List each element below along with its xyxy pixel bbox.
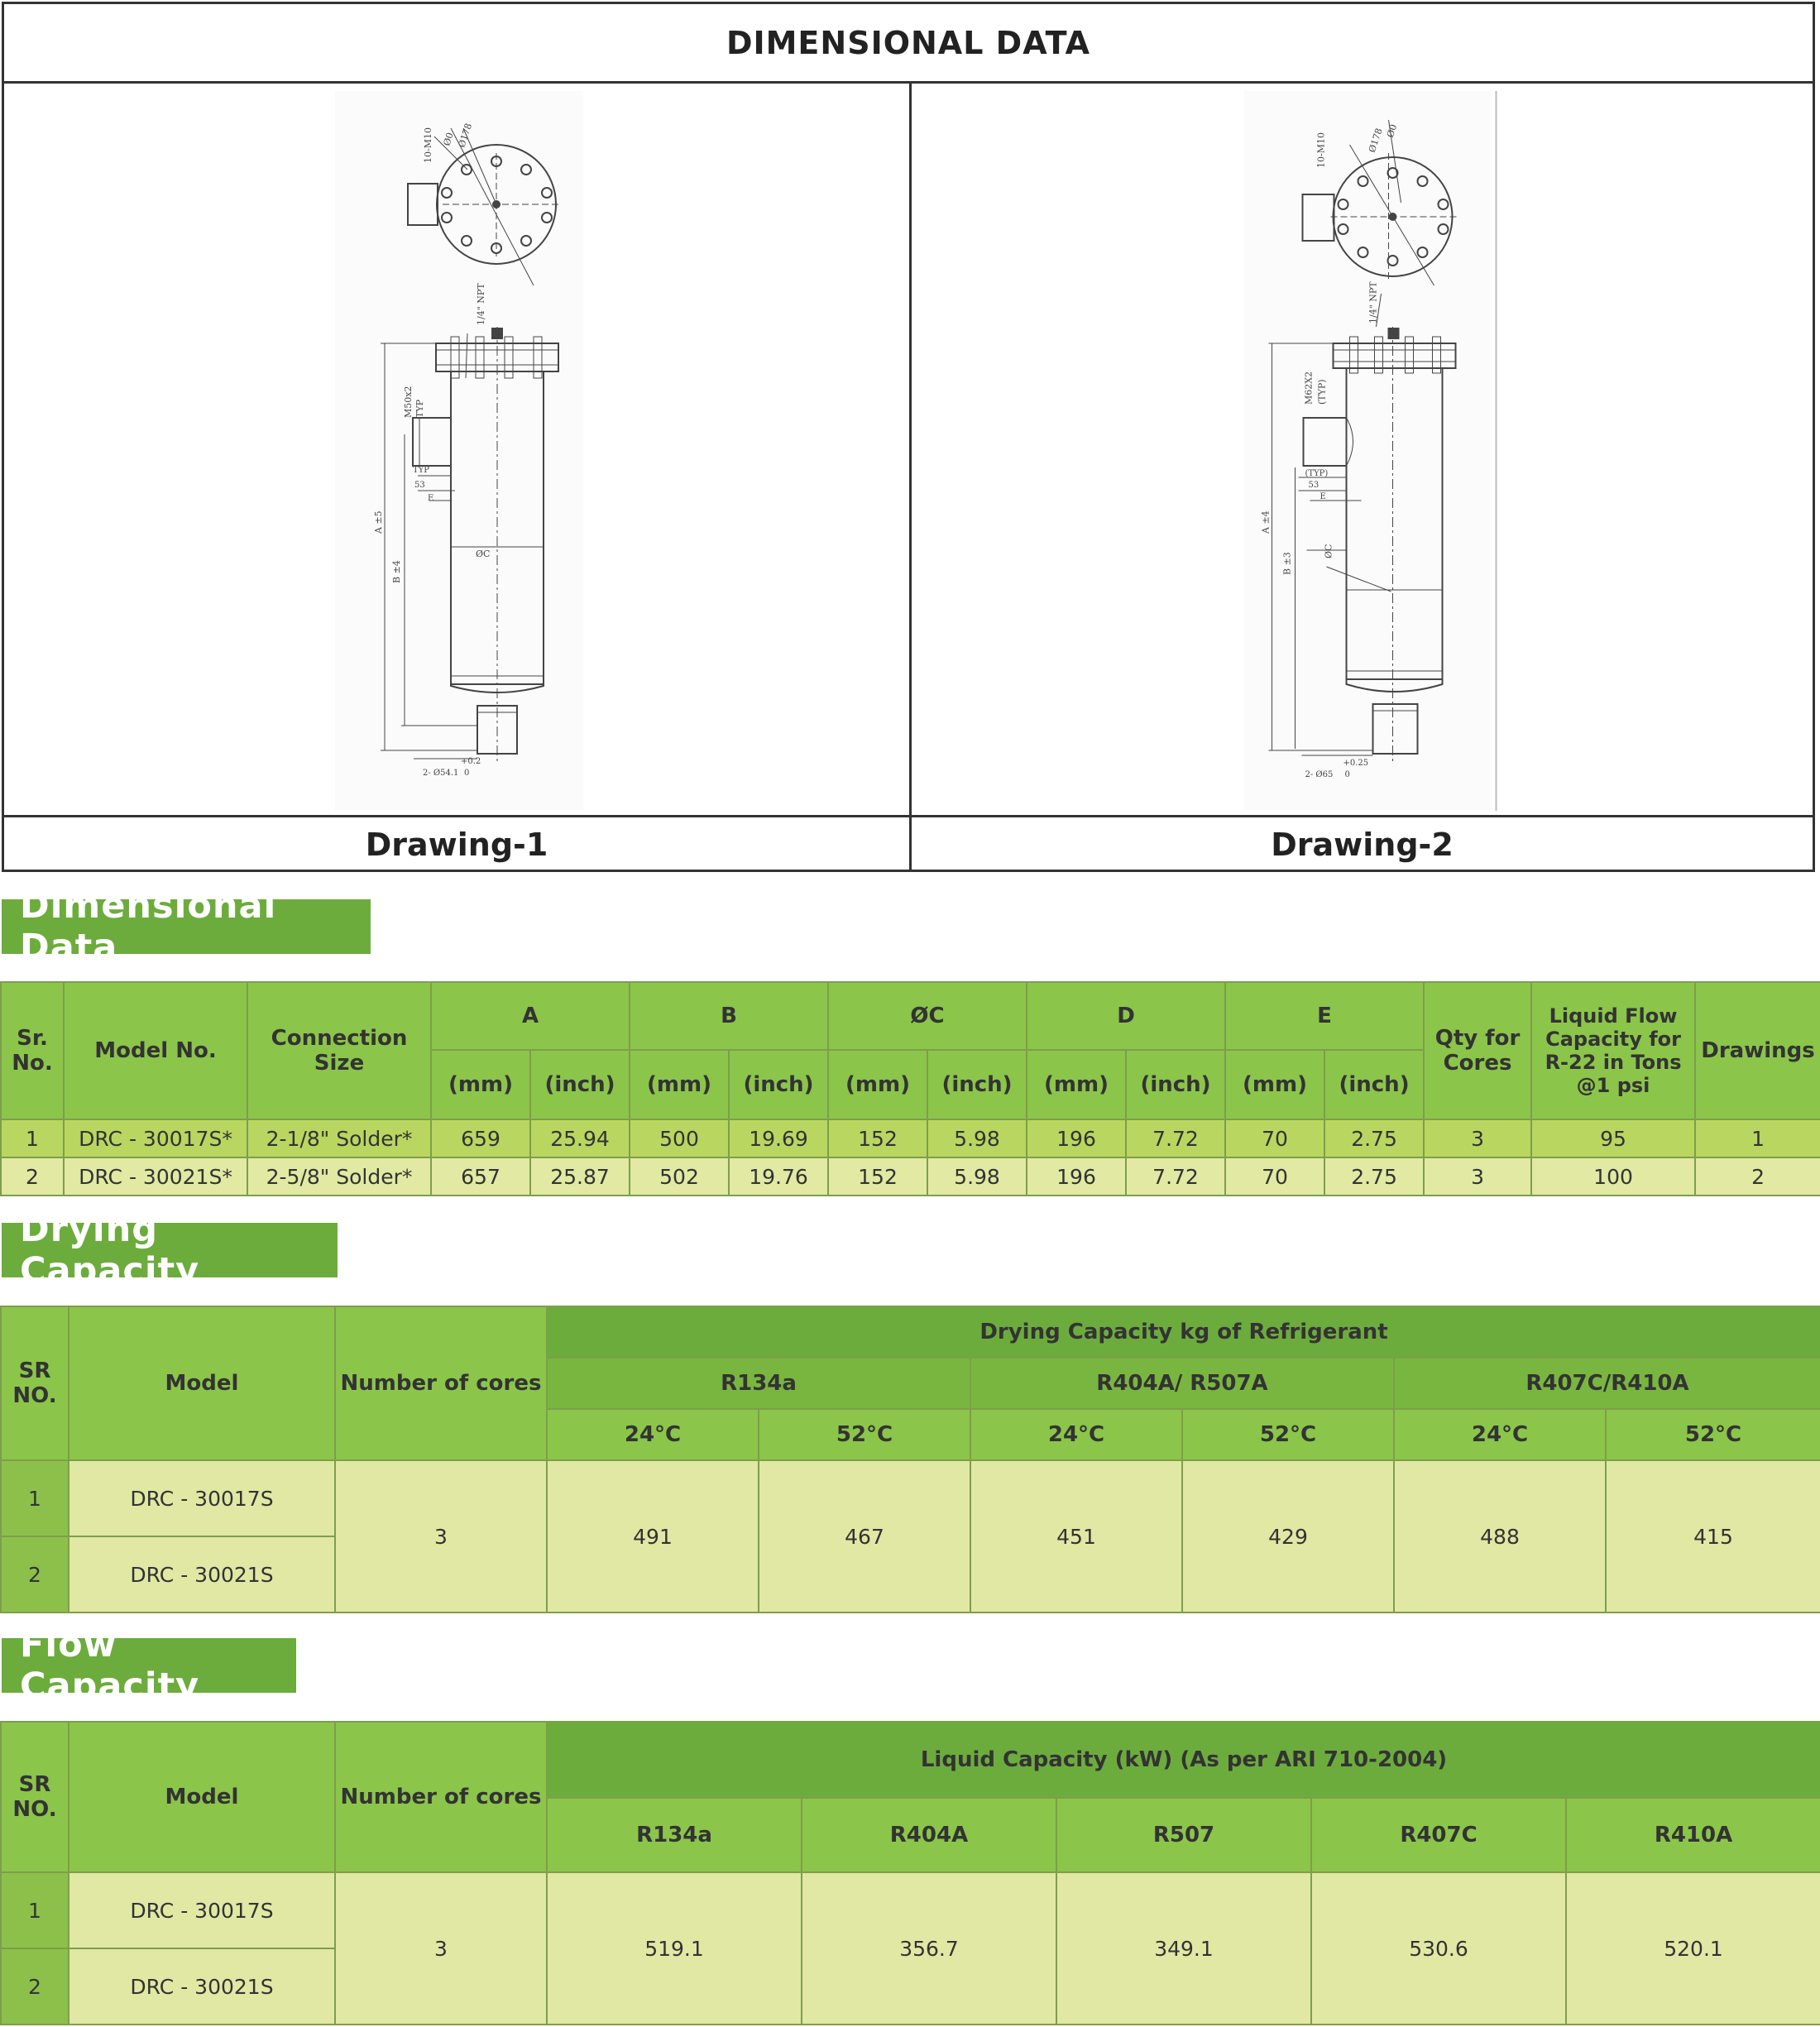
cell: 2 bbox=[1, 1157, 64, 1196]
cell: 2.75 bbox=[1324, 1157, 1424, 1196]
d1-label-tol0: 0 bbox=[464, 769, 470, 778]
drying-capacity-header: Drying Capacity bbox=[2, 1223, 338, 1277]
cell-model: DRC - 30017S bbox=[69, 1460, 335, 1536]
drawings-title: DIMENSIONAL DATA bbox=[4, 4, 1813, 84]
cell-model: DRC - 30017S bbox=[69, 1872, 335, 1948]
cell: 502 bbox=[630, 1157, 729, 1196]
cell: 70 bbox=[1225, 1157, 1324, 1196]
d2-label-b: B ±3 bbox=[1281, 552, 1293, 575]
th-a-mm: (mm) bbox=[431, 1050, 530, 1119]
th-e: E bbox=[1225, 982, 1424, 1050]
d1-label-a: A ±5 bbox=[373, 510, 384, 534]
d2-label-e: E bbox=[1320, 492, 1326, 501]
cell-model: DRC - 30021S bbox=[69, 1948, 335, 2025]
d1-label-e: E bbox=[428, 494, 434, 503]
th-temp: 52°C bbox=[759, 1409, 970, 1460]
cell: 2.75 bbox=[1324, 1119, 1424, 1157]
th-ref: R410A bbox=[1566, 1798, 1820, 1872]
cell-value: 415 bbox=[1606, 1460, 1820, 1612]
d2-label-53: 53 bbox=[1308, 481, 1320, 490]
th-model: Model bbox=[69, 1306, 335, 1460]
th-ref: R407C bbox=[1311, 1798, 1566, 1872]
d1-label-53: 53 bbox=[414, 481, 425, 490]
cell-value: 519.1 bbox=[547, 1872, 802, 2025]
th-a-inch: (inch) bbox=[530, 1050, 630, 1119]
th-c-mm: (mm) bbox=[828, 1050, 927, 1119]
cell: DRC - 30021S* bbox=[64, 1157, 247, 1196]
th-e-inch: (inch) bbox=[1324, 1050, 1424, 1119]
cell-value: 349.1 bbox=[1056, 1872, 1311, 2025]
th-a: A bbox=[431, 982, 630, 1050]
th-drying-group: Drying Capacity kg of Refrigerant bbox=[547, 1306, 1820, 1358]
cell: 100 bbox=[1531, 1157, 1695, 1196]
table-row bbox=[1, 1872, 1820, 1948]
th-c: ØC bbox=[828, 982, 1027, 1050]
cell-sr: 2 bbox=[1, 1948, 69, 2025]
dimensional-data-header: Dimensional Data bbox=[2, 899, 371, 954]
th-drawings: Drawings bbox=[1695, 982, 1820, 1119]
cell-model: DRC - 30021S bbox=[69, 1536, 335, 1612]
d2-label-bolts: 10-M10 bbox=[1315, 132, 1327, 168]
d1-label-typ: TYP bbox=[414, 400, 425, 418]
d2-label-tol: +0.25 bbox=[1343, 759, 1369, 768]
d1-label-npt: 1/4" NPT bbox=[476, 283, 486, 325]
cell: 5.98 bbox=[927, 1157, 1027, 1196]
th-ref-r404a: R404A/ R507A bbox=[970, 1358, 1394, 1409]
d1-label-b: B ±4 bbox=[391, 560, 402, 583]
cell-sr: 2 bbox=[1, 1536, 69, 1612]
d2-label-npt: 1/4" NPT bbox=[1367, 281, 1379, 323]
cell-value: 530.6 bbox=[1311, 1872, 1566, 2025]
cell: 657 bbox=[431, 1157, 530, 1196]
cell-value: 467 bbox=[759, 1460, 970, 1612]
table-row bbox=[1, 1157, 1820, 1196]
cell-sr: 1 bbox=[1, 1872, 69, 1948]
table-row bbox=[1, 1119, 1820, 1157]
cell: 70 bbox=[1225, 1119, 1324, 1157]
th-model: Model bbox=[69, 1722, 335, 1872]
cell: 7.72 bbox=[1126, 1119, 1225, 1157]
d2-label-d178: Ø178 bbox=[1366, 127, 1385, 154]
drawing-2-caption: Drawing-2 bbox=[1271, 827, 1454, 863]
d2-label-thread: M62X2 bbox=[1303, 371, 1315, 405]
table-row bbox=[1, 1460, 1820, 1536]
th-ref: R404A bbox=[802, 1798, 1056, 1872]
th-model: Model No. bbox=[64, 982, 247, 1119]
th-flow: Liquid Flow Capacity for R-22 in Tons @1 psi bbox=[1531, 982, 1695, 1119]
d1-label-d178: Ø178 bbox=[456, 122, 475, 149]
cell: 196 bbox=[1027, 1119, 1126, 1157]
cell-value: 488 bbox=[1394, 1460, 1606, 1612]
th-cores: Number of cores bbox=[335, 1722, 547, 1872]
cell: 3 bbox=[1424, 1119, 1531, 1157]
cell: 1 bbox=[1, 1119, 64, 1157]
drawing-1-svg bbox=[4, 87, 908, 813]
th-temp: 24°C bbox=[1394, 1409, 1606, 1460]
cell: 2 bbox=[1695, 1157, 1820, 1196]
th-temp: 24°C bbox=[547, 1409, 759, 1460]
cell: 19.76 bbox=[729, 1157, 828, 1196]
cell-sr: 1 bbox=[1, 1460, 69, 1536]
d1-label-tol: +0.2 bbox=[461, 757, 481, 766]
th-flow-group: Liquid Capacity (kW) (As per ARI 710-2004) bbox=[547, 1722, 1820, 1798]
d2-label-bottom: 2- Ø65 bbox=[1305, 770, 1334, 779]
th-sr: Sr. No. bbox=[1, 982, 64, 1119]
th-ref-r134a: R134a bbox=[547, 1358, 970, 1409]
cell: 3 bbox=[1424, 1157, 1531, 1196]
dimensional-data-table bbox=[0, 981, 1820, 1196]
cell: 196 bbox=[1027, 1157, 1126, 1196]
drawing-2-svg bbox=[912, 87, 1815, 813]
cell: 5.98 bbox=[927, 1119, 1027, 1157]
th-c-inch: (inch) bbox=[927, 1050, 1027, 1119]
d2-label-c: ØC bbox=[1323, 544, 1334, 558]
d2-label-typ-small: (TYP) bbox=[1305, 469, 1329, 478]
drawing-1-caption: Drawing-1 bbox=[365, 827, 548, 863]
cell: 95 bbox=[1531, 1119, 1695, 1157]
d1-label-bolts: 10-M10 bbox=[423, 127, 433, 163]
th-connection: Connection Size bbox=[247, 982, 431, 1119]
d2-label-tol0: 0 bbox=[1344, 770, 1350, 779]
d1-label-bottom: 2- Ø54.1 bbox=[423, 769, 459, 778]
cell: 19.69 bbox=[729, 1119, 828, 1157]
th-temp: 52°C bbox=[1182, 1409, 1394, 1460]
cell: 500 bbox=[630, 1119, 729, 1157]
drawing-1-paper bbox=[335, 91, 583, 811]
cell: 25.87 bbox=[530, 1157, 630, 1196]
d1-label-typ-small: TYP bbox=[413, 466, 429, 475]
cell: 152 bbox=[828, 1119, 927, 1157]
drawing-2-paper bbox=[1244, 91, 1492, 811]
cell-value: 491 bbox=[547, 1460, 759, 1612]
drying-capacity-table bbox=[0, 1306, 1820, 1613]
cell: 659 bbox=[431, 1119, 530, 1157]
cell-cores: 3 bbox=[335, 1872, 547, 2025]
cell: 25.94 bbox=[530, 1119, 630, 1157]
th-d-mm: (mm) bbox=[1027, 1050, 1126, 1119]
cell: 2-5/8" Solder* bbox=[247, 1157, 431, 1196]
cell-value: 520.1 bbox=[1566, 1872, 1820, 2025]
th-sr: SR NO. bbox=[1, 1722, 69, 1872]
th-d-inch: (inch) bbox=[1126, 1050, 1225, 1119]
th-ref: R134a bbox=[547, 1798, 802, 1872]
d1-label-d0: Ø0 bbox=[441, 131, 456, 147]
cell: DRC - 30017S* bbox=[64, 1119, 247, 1157]
flow-capacity-table bbox=[0, 1721, 1820, 2025]
th-sr: SR NO. bbox=[1, 1306, 69, 1460]
d2-label-a: A ±4 bbox=[1260, 510, 1272, 534]
th-qty: Qty for Cores bbox=[1424, 982, 1531, 1119]
cell: 7.72 bbox=[1126, 1157, 1225, 1196]
th-d: D bbox=[1027, 982, 1225, 1050]
th-e-mm: (mm) bbox=[1225, 1050, 1324, 1119]
cell: 1 bbox=[1695, 1119, 1820, 1157]
cell: 2-1/8" Solder* bbox=[247, 1119, 431, 1157]
cell-cores: 3 bbox=[335, 1460, 547, 1612]
th-ref: R507 bbox=[1056, 1798, 1311, 1872]
d1-label-thread: M50x2 bbox=[403, 386, 414, 418]
flow-capacity-header: Flow Capacity bbox=[2, 1638, 296, 1693]
d2-label-d0: Ø0 bbox=[1384, 122, 1400, 139]
d1-label-c: ØC bbox=[476, 549, 491, 559]
th-b-inch: (inch) bbox=[729, 1050, 828, 1119]
th-temp: 24°C bbox=[970, 1409, 1182, 1460]
cell: 152 bbox=[828, 1157, 927, 1196]
th-cores: Number of cores bbox=[335, 1306, 547, 1460]
cell-value: 356.7 bbox=[802, 1872, 1056, 2025]
th-ref-r407c: R407C/R410A bbox=[1394, 1358, 1820, 1409]
d2-label-typ: (TYP) bbox=[1316, 379, 1328, 405]
th-temp: 52°C bbox=[1606, 1409, 1820, 1460]
th-b: B bbox=[630, 982, 828, 1050]
cell-value: 429 bbox=[1182, 1460, 1394, 1612]
cell-value: 451 bbox=[970, 1460, 1182, 1612]
th-b-mm: (mm) bbox=[630, 1050, 729, 1119]
drawings-frame bbox=[2, 2, 1815, 872]
